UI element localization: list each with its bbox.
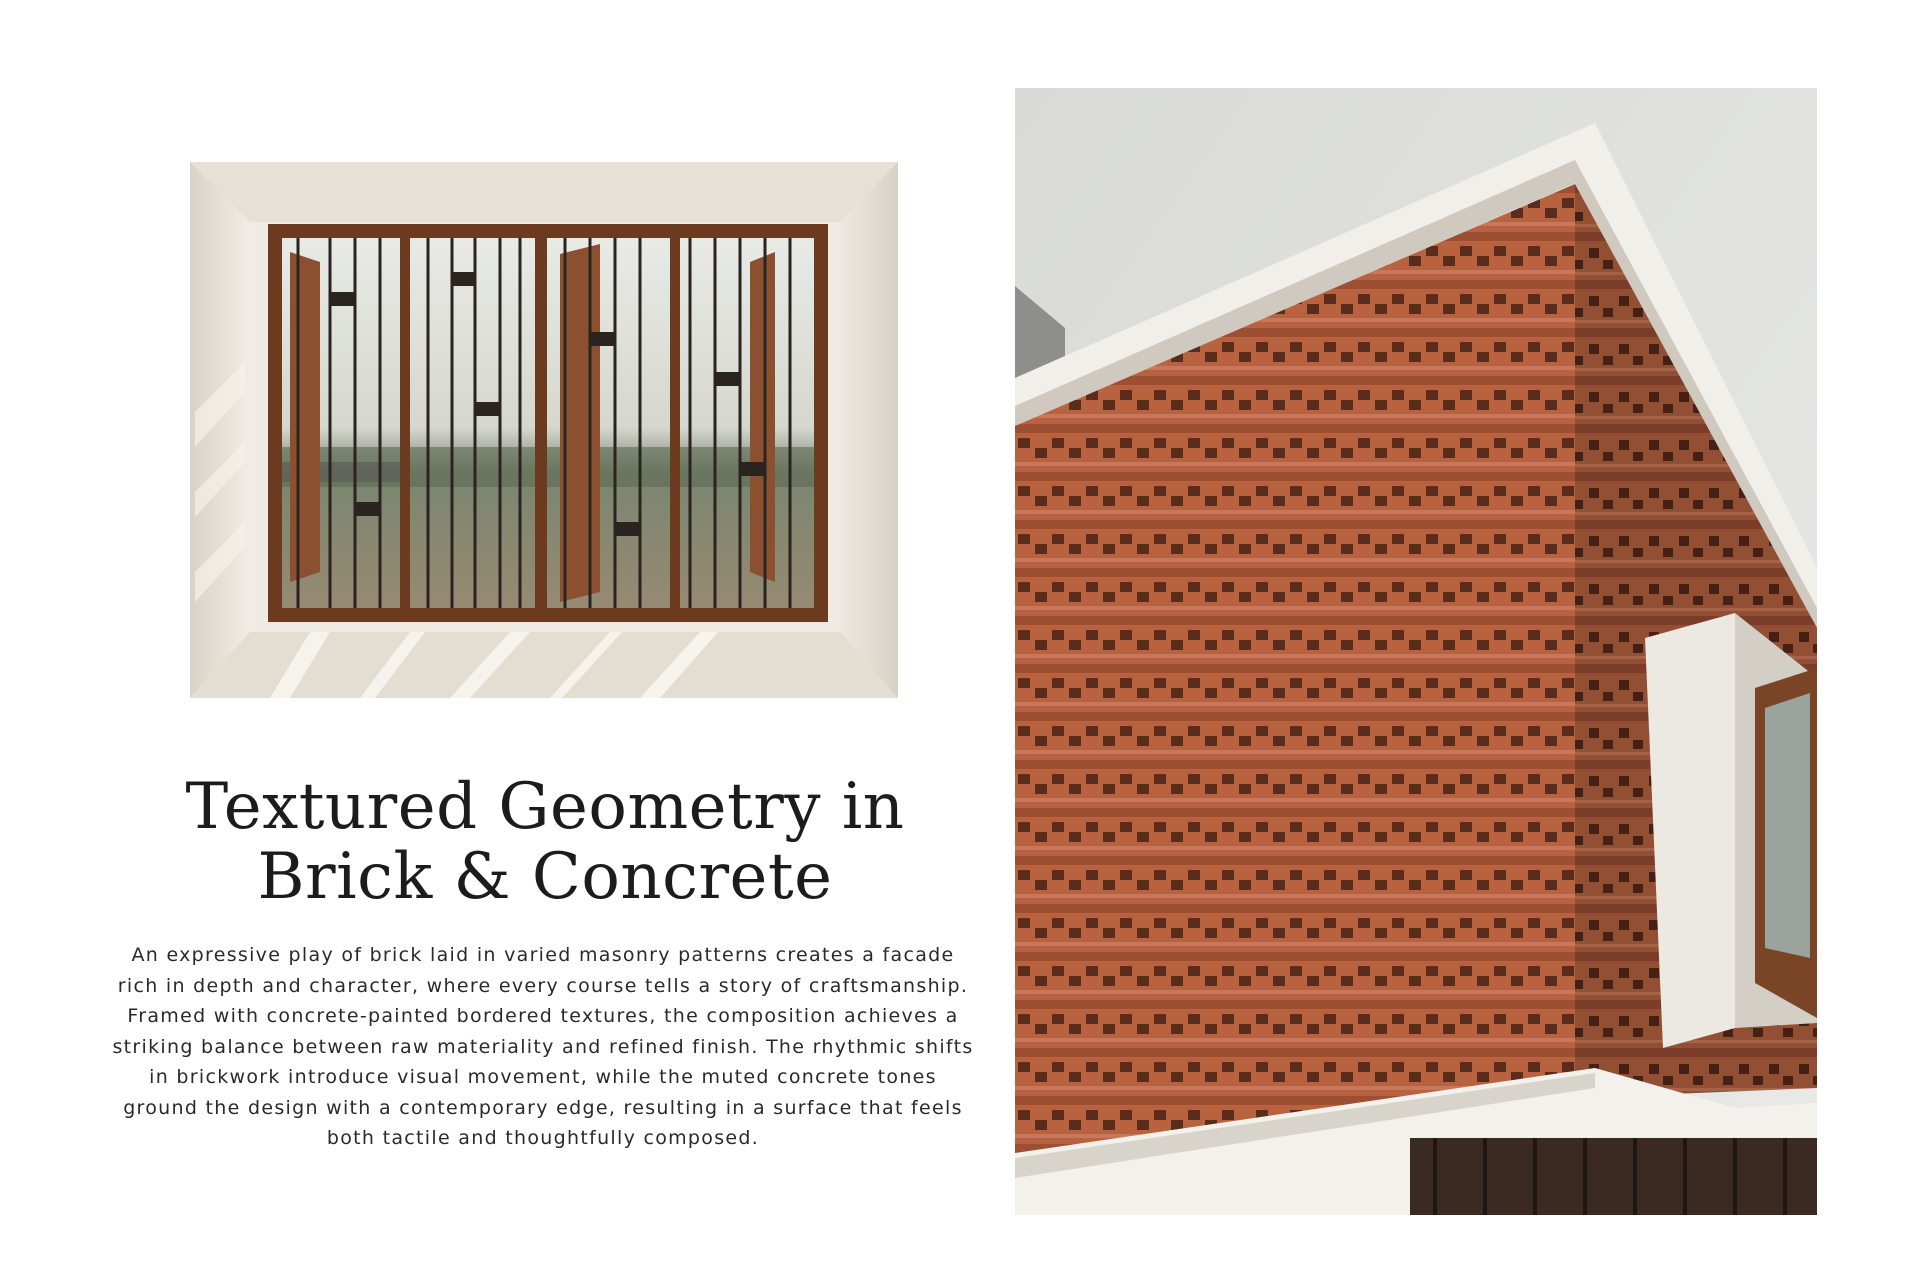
description-paragraph: An expressive play of brick laid in varied masonry patterns creates a facade rich in depth and character, where every course tells a story of craftsmanship. Framed with concrete-painted bordered textures, the composition achieves a striking balance between raw materiality and refined finish. The rhythmic shifts in brickwork introduce visual movement, while the muted concrete tones ground the design with a contemporary edge, resulting in a surface that feels both tactile and thoughtfully composed. <box>112 944 974 1149</box>
facade-photo <box>1015 88 1817 1215</box>
title-line-1: Textured Geometry in <box>185 770 905 844</box>
page-title <box>160 772 930 912</box>
window-photo <box>190 162 898 698</box>
title-line-2: Brick & Concrete <box>257 840 833 914</box>
